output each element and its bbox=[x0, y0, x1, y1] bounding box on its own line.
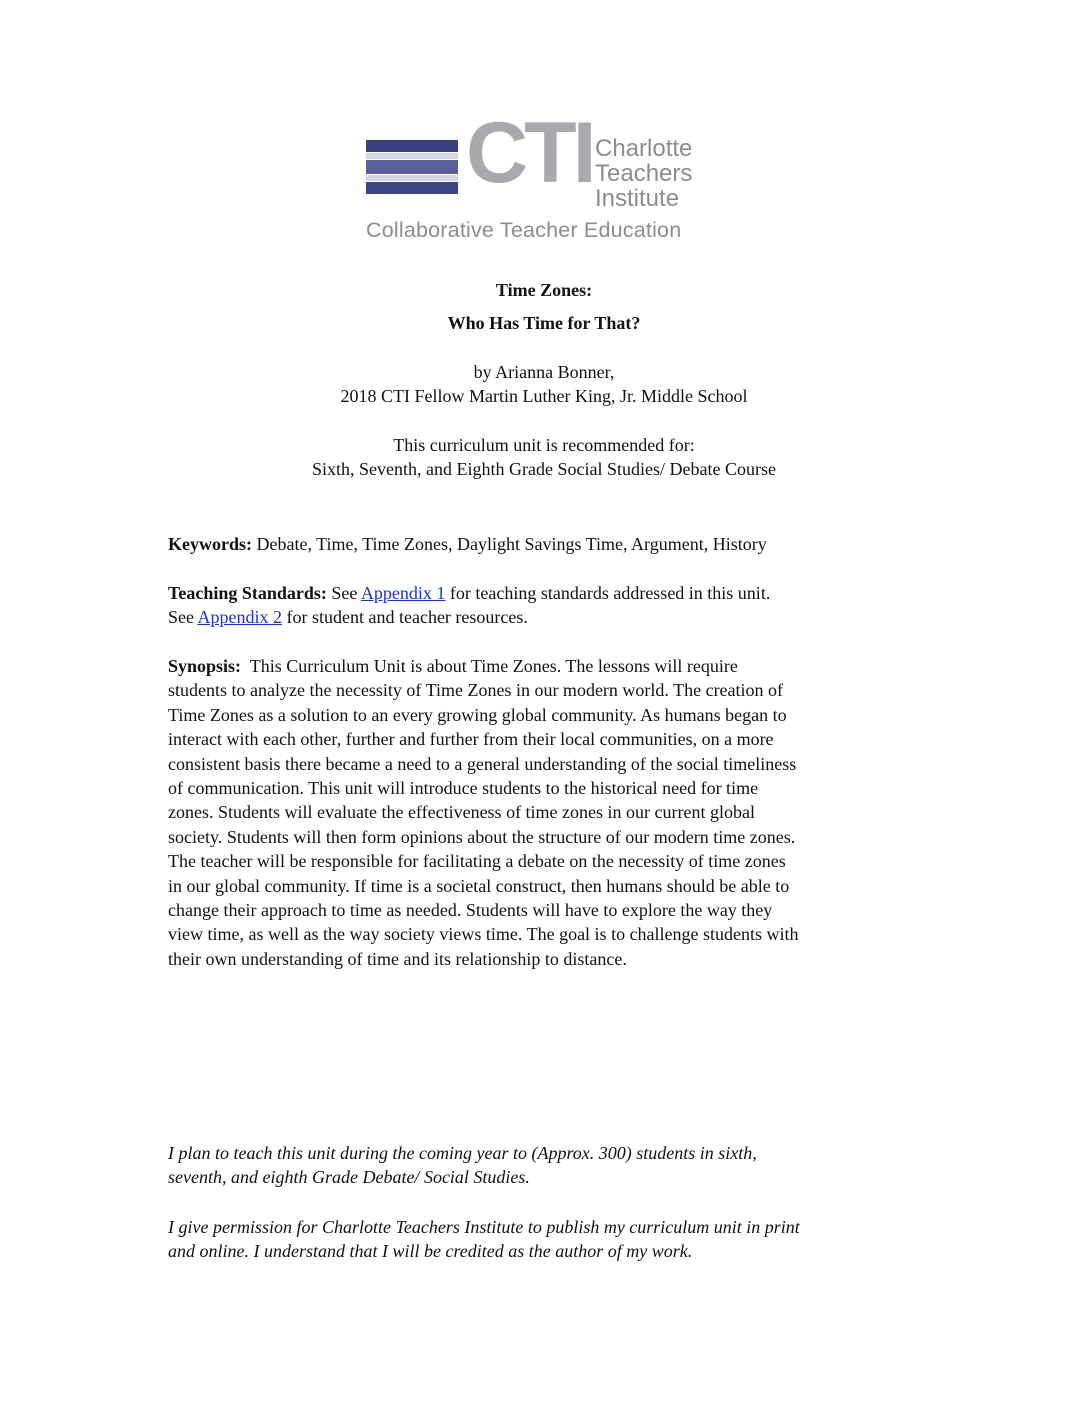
logo-name-line: Charlotte bbox=[595, 135, 693, 162]
standards-label: Teaching Standards: bbox=[168, 583, 327, 603]
synopsis-line: The teacher will be responsible for facilitating a debate on the necessity of time zones bbox=[168, 851, 786, 872]
logo-bar bbox=[366, 153, 458, 159]
synopsis bbox=[168, 654, 928, 971]
synopsis-line: This Curriculum Unit is about Time Zones. The lessons will require bbox=[241, 656, 738, 676]
logo-bars-icon bbox=[366, 140, 458, 194]
cti-logo bbox=[366, 105, 726, 246]
plan-line: seventh, and eighth Grade Debate/ Social Studies. bbox=[168, 1167, 530, 1188]
byline-author: by Arianna Bonner, bbox=[473, 362, 615, 382]
synopsis-line: interact with each other, further and further from their local communities, on a more bbox=[168, 729, 774, 750]
standards-rest-2: for student and teacher resources. bbox=[282, 607, 528, 628]
synopsis-line: their own understanding of time and its relationship to distance. bbox=[168, 948, 627, 969]
standards-see: See bbox=[326, 583, 361, 603]
permission-line: I give permission for Charlotte Teachers Institute to publish my curriculum unit in print bbox=[168, 1217, 800, 1237]
synopsis-line: Time Zones as a solution to an every growing global community. As humans began to bbox=[168, 704, 787, 725]
plan-statement bbox=[168, 1141, 928, 1190]
logo-mark: CTI bbox=[466, 105, 593, 201]
title-line-2: Who Has Time for That? bbox=[447, 313, 641, 333]
logo-bar bbox=[366, 182, 458, 194]
appendix-1-link[interactable]: Appendix 1 bbox=[360, 583, 446, 603]
keywords-label: Keywords: bbox=[168, 534, 252, 554]
recommendation-line-1: This curriculum unit is recommended for: bbox=[393, 435, 695, 455]
synopsis-line: students to analyze the necessity of Time Zones in our modern world. The creation of bbox=[168, 680, 784, 701]
logo-tagline: Collaborative Teacher Education bbox=[366, 218, 682, 242]
logo-name bbox=[595, 136, 692, 211]
byline-affiliation: 2018 CTI Fellow Martin Luther King, Jr. Middle School bbox=[340, 386, 748, 406]
logo-name-line: Teachers bbox=[595, 160, 693, 187]
logo-bar bbox=[366, 140, 458, 152]
standards-see: See bbox=[168, 607, 198, 628]
keywords-text: Debate, Time, Time Zones, Daylight Savings Time, Argument, History bbox=[252, 534, 767, 554]
synopsis-label: Synopsis: bbox=[168, 656, 242, 676]
plan-line: I plan to teach this unit during the coming year to (Approx. 300) students in sixth, bbox=[168, 1143, 757, 1163]
teaching-standards bbox=[168, 581, 928, 630]
standards-rest-1: for teaching standards addressed in this unit. bbox=[445, 583, 771, 603]
recommendation-line-2: Sixth, Seventh, and Eighth Grade Social Studies/ Debate Course bbox=[312, 459, 776, 479]
synopsis-line: view time, as well as the way society views time. The goal is to challenge students with bbox=[168, 924, 799, 945]
logo-name-line: Institute bbox=[595, 185, 680, 212]
permission-statement bbox=[168, 1215, 928, 1264]
title-line-1: Time Zones: bbox=[495, 280, 593, 300]
appendix-2-link[interactable]: Appendix 2 bbox=[197, 607, 282, 628]
synopsis-line: zones. Students will evaluate the effectiveness of time zones in our current global bbox=[168, 802, 755, 823]
logo-bar bbox=[366, 175, 458, 181]
synopsis-line: consistent basis there became a need to a general understanding of the social timeliness bbox=[168, 753, 797, 774]
synopsis-line: society. Students will then form opinions about the structure of our modern time zones. bbox=[168, 826, 796, 847]
logo-bar bbox=[366, 160, 458, 174]
permission-line: and online. I understand that I will be credited as the author of my work. bbox=[168, 1241, 693, 1262]
synopsis-line: in our global community. If time is a societal construct, then humans should be able to bbox=[168, 875, 790, 896]
synopsis-line: change their approach to time as needed. Students will have to explore the way they bbox=[168, 900, 773, 921]
keywords bbox=[168, 532, 928, 556]
synopsis-line: of communication. This unit will introduce students to the historical need for time bbox=[168, 778, 759, 799]
